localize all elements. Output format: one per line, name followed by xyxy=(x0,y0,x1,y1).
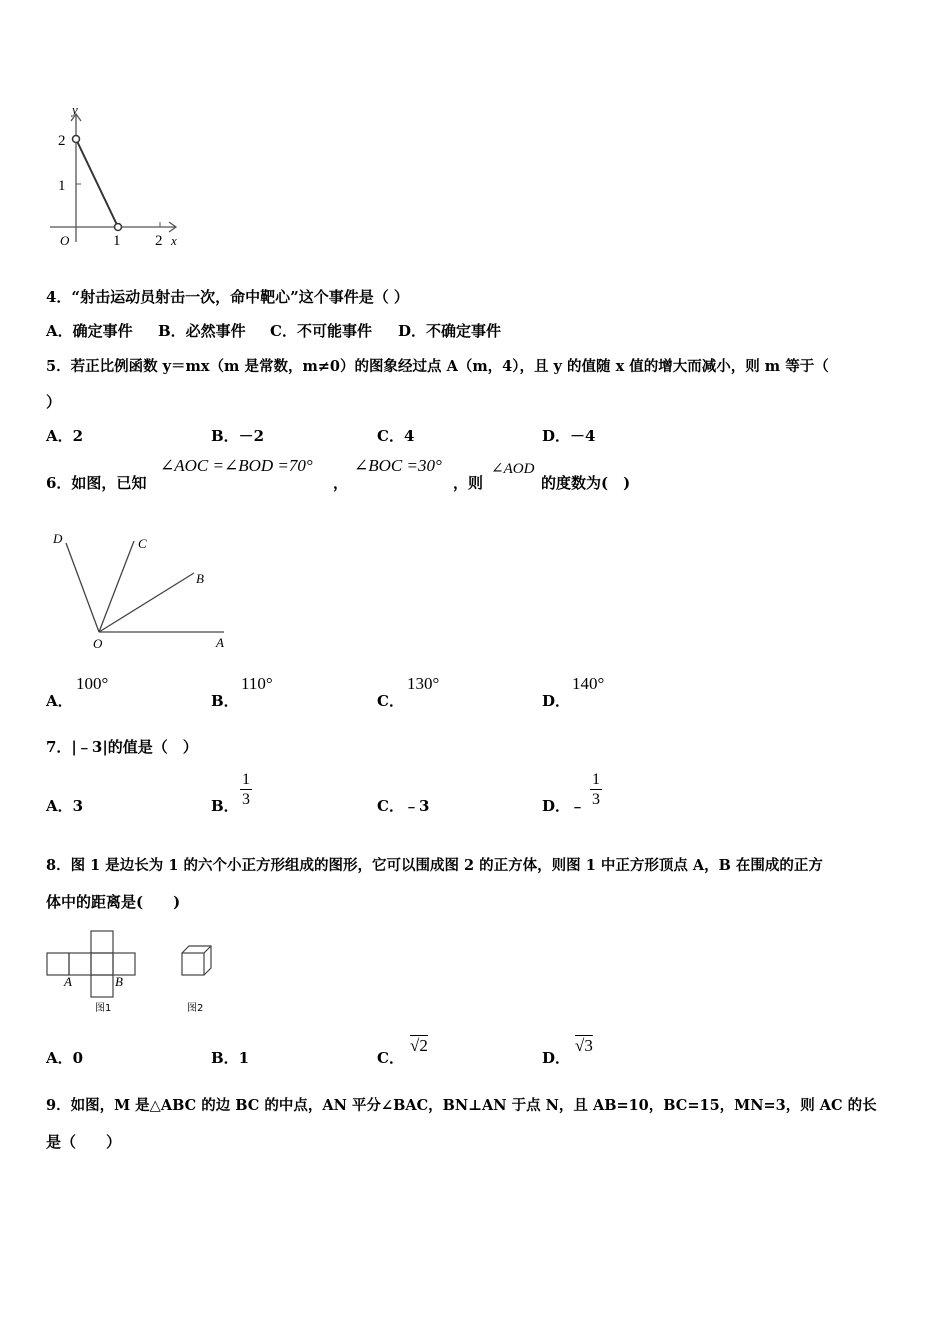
net-square xyxy=(69,953,91,975)
q8-option-b: B．1 xyxy=(211,1049,250,1067)
label-a: A xyxy=(64,974,72,989)
q6-option-d-letter: D． xyxy=(542,692,571,710)
origin-label: O xyxy=(60,233,70,248)
net-square xyxy=(91,975,113,997)
q4-option-b: B．必然事件 xyxy=(158,322,246,340)
q6-option-a-value: 100° xyxy=(76,674,109,693)
q7-option-d-fraction xyxy=(590,771,602,808)
q9-line2: 是（ ） xyxy=(46,1133,122,1151)
label-b: B xyxy=(196,571,204,586)
q7-option-d-letter: D．﹣ xyxy=(542,797,586,815)
caption-fig2: 图2 xyxy=(187,1003,204,1014)
q7-option-b-fraction xyxy=(240,771,252,808)
ray-od xyxy=(66,543,99,632)
q6-option-c-letter: C． xyxy=(377,692,404,710)
net-square xyxy=(91,931,113,953)
q4-option-c: C．不可能事件 xyxy=(270,322,372,340)
q8-option-c-value: √2 xyxy=(410,1036,428,1055)
x-axis-label: x xyxy=(171,233,177,248)
ray-oc xyxy=(99,541,134,632)
q8-option-c-letter: C． xyxy=(377,1049,404,1067)
q8-option-a: A．0 xyxy=(46,1049,84,1067)
q8-line2: 体中的距离是( ) xyxy=(46,893,181,911)
q4-text: 4．“射击运动员射击一次，命中靶心”这个事件是（ ） xyxy=(46,288,409,306)
cube-net-figure xyxy=(44,928,244,1018)
q9-line1: 9．如图，M 是△ABC 的边 BC 的中点，AN 平分∠BAC，BN⊥AN 于点 N，且 AB=10，BC=15，MN=3，则 AC 的长 xyxy=(46,1097,877,1114)
q7-option-c: C．﹣3 xyxy=(377,797,430,815)
q8-line1: 8．图 1 是边长为 1 的六个小正方形组成的图形，它可以围成图 2 的正方体，则图 1 中正方形顶点 A，B 在围成的正方 xyxy=(46,857,823,874)
q5-line2: ） xyxy=(46,393,62,411)
q8-option-d-value: √3 xyxy=(575,1036,593,1055)
x-tick-1: 1 xyxy=(113,233,121,249)
y-tick-2: 2 xyxy=(58,133,66,149)
q6-then: ，则 xyxy=(453,474,484,492)
q6-option-d-value: 140° xyxy=(572,674,605,693)
q8-option-d-letter: D． xyxy=(542,1049,571,1067)
net-square xyxy=(113,953,135,975)
q6-option-b-letter: B． xyxy=(211,692,239,710)
q6-option-a-letter: A． xyxy=(46,692,73,710)
q4-option-d: D．不确定事件 xyxy=(398,322,502,340)
label-o: O xyxy=(93,636,103,651)
y-axis-label: y xyxy=(72,102,78,117)
q7-option-b-letter: B． xyxy=(211,797,239,815)
open-point-y xyxy=(73,136,80,143)
x-tick-2: 2 xyxy=(155,233,163,249)
y-tick-1: 1 xyxy=(58,178,66,194)
ray-ob xyxy=(99,573,194,632)
angle-figure xyxy=(44,525,244,655)
q6-option-b-value: 110° xyxy=(241,674,273,693)
q5-option-d: D．－4 xyxy=(542,427,596,445)
caption-fig1: 图1 xyxy=(95,1003,112,1014)
open-point-x xyxy=(115,224,122,231)
label-b: B xyxy=(115,974,123,989)
q7-option-a: A．3 xyxy=(46,797,84,815)
label-a: A xyxy=(216,635,224,650)
q5-option-c: C．4 xyxy=(377,427,415,445)
q6-target-angle: ∠AOD xyxy=(491,461,535,477)
label-d: D xyxy=(53,531,63,546)
net-square xyxy=(91,953,113,975)
q5-line1: 5．若正比例函数 y＝mx（m 是常数，m≠0）的图象经过点 A（m，4），且 y 的值随 x 值的增大而减小，则 m 等于（ xyxy=(46,358,829,375)
q6-prefix: 6．如图，已知 xyxy=(46,474,147,492)
cube-drawing xyxy=(182,946,211,975)
q6-separator: ， xyxy=(333,474,349,492)
line-graph-figure xyxy=(44,100,189,252)
label-c: C xyxy=(138,536,147,551)
denominator: 3 xyxy=(592,791,600,808)
numerator: 1 xyxy=(592,771,600,788)
q7-text: 7．|﹣3|的值是（ ） xyxy=(46,738,198,756)
q4-option-a: A．确定事件 xyxy=(46,322,133,340)
q5-option-b: B．－2 xyxy=(211,427,265,445)
q5-option-a: A．2 xyxy=(46,427,84,445)
q6-option-c-value: 130° xyxy=(407,674,440,693)
q6-condition-2: ∠BOC =30° xyxy=(354,456,442,475)
net-square xyxy=(47,953,69,975)
q6-condition-1: ∠AOC =∠BOD =70° xyxy=(160,456,313,475)
denominator: 3 xyxy=(242,791,250,808)
graph-line xyxy=(76,139,118,227)
numerator: 1 xyxy=(242,771,250,788)
q6-suffix: 的度数为( ) xyxy=(541,474,631,492)
